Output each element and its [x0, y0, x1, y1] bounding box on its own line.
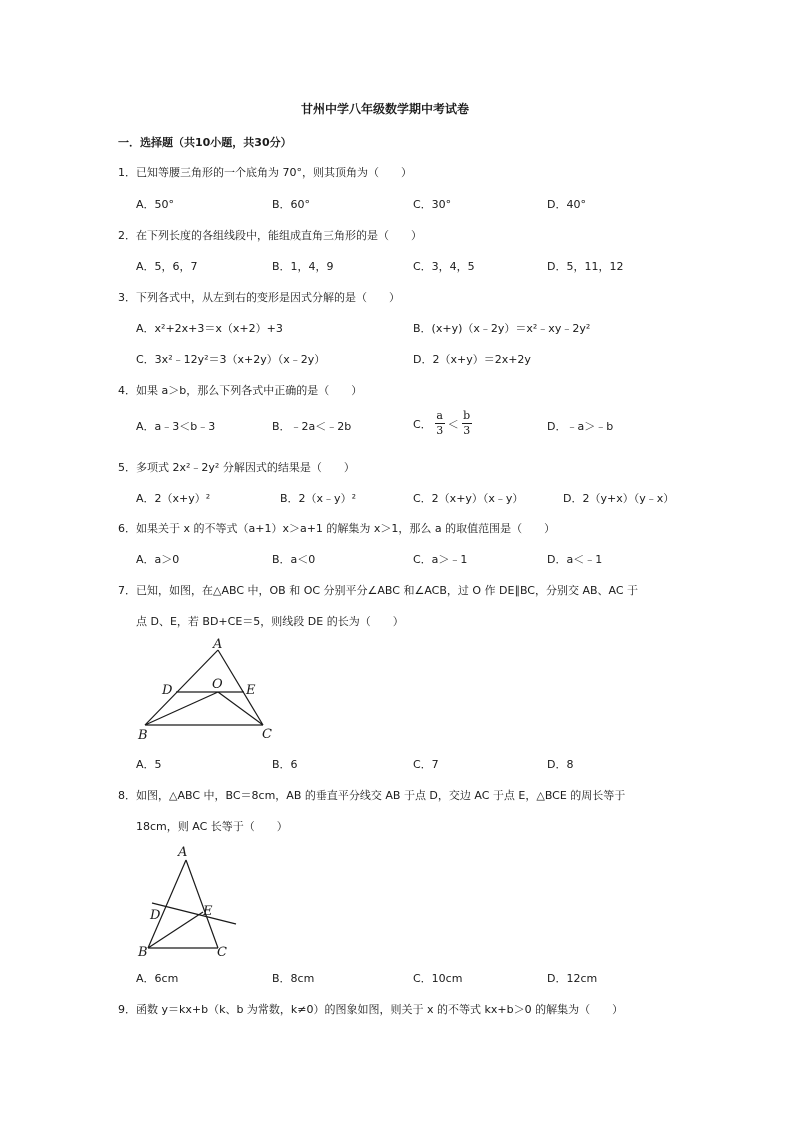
question-8-stem-line-1: 8．如图，△ABC 中，BC＝8cm，AB 的垂直平分线交 AB 于点 D，交边 AC 于点 E，△BCE 的周长等于: [118, 789, 626, 802]
question-3-option-d: D．2（x+y）＝2x+2y: [413, 353, 531, 366]
point-label-a: A: [178, 845, 188, 860]
question-3-option-a: A．x²+2x+3＝x（x+2）+3: [136, 322, 283, 335]
question-4-stem: 4．如果 a＞b，那么下列各式中正确的是（ ）: [118, 384, 363, 397]
question-3-option-c: C．3x²﹣12y²＝3（x+2y）（x﹣2y）: [136, 353, 326, 366]
point-label-a: A: [213, 637, 223, 652]
point-label-c: C: [217, 945, 227, 960]
fraction-b-over-3: b 3: [463, 409, 471, 437]
question-6-option-b: B．a＜0: [272, 553, 316, 566]
point-label-e: E: [246, 683, 256, 698]
point-label-b: B: [138, 945, 148, 960]
question-8-option-d: D．12cm: [547, 972, 598, 985]
question-8-option-c: C．10cm: [413, 972, 463, 985]
question-7-option-c: C．7: [413, 758, 439, 771]
question-2-stem: 2．在下列长度的各组线段中，能组成直角三角形的是（ ）: [118, 229, 422, 242]
question-7-option-a: A．5: [136, 758, 162, 771]
question-6-stem: 6．如果关于 x 的不等式（a+1）x＞a+1 的解集为 x＞1，那么 a 的取值范围是（ ）: [118, 522, 556, 535]
point-label-d: D: [150, 908, 161, 923]
question-2-option-c: C．3，4，5: [413, 260, 475, 273]
question-1-option-c: C．30°: [413, 198, 452, 211]
question-7-option-b: B．6: [272, 758, 298, 771]
question-4-option-c: [413, 410, 472, 437]
question-5-stem: 5．多项式 2x²﹣2y² 分解因式的结果是（ ）: [118, 461, 355, 474]
question-4-option-b: B．﹣2a＜﹣2b: [272, 420, 352, 433]
question-6-option-a: A．a＞0: [136, 553, 180, 566]
question-2-option-b: B．1，4，9: [272, 260, 334, 273]
question-4-option-a: A．a﹣3＜b﹣3: [136, 420, 216, 433]
point-label-e: E: [203, 904, 213, 919]
option-c-letter: C．: [413, 417, 432, 431]
question-7-figure: [130, 636, 280, 744]
question-8-option-b: B．8cm: [272, 972, 315, 985]
question-5-option-b: B．2（x﹣y）²: [280, 492, 356, 505]
question-8-figure: [130, 840, 250, 964]
fraction-a-over-3: a 3: [436, 409, 444, 437]
question-8-stem-line-2: 18cm，则 AC 长等于（ ）: [136, 820, 288, 833]
question-6-option-d: D．a＜﹣1: [547, 553, 603, 566]
question-3-option-b: B．(x+y)（x﹣2y）＝x²﹣xy﹣2y²: [413, 322, 591, 335]
question-1-stem: 1．已知等腰三角形的一个底角为 70°，则其顶角为（ ）: [118, 166, 412, 179]
point-label-b: B: [138, 728, 148, 743]
question-9-stem: 9．函数 y＝kx+b（k、b 为常数，k≠0）的图象如图，则关于 x 的不等式 kx+b＞0 的解集为（ ）: [118, 1003, 624, 1016]
question-5-option-d: D．2（y+x）（y﹣x）: [563, 492, 675, 505]
question-7-option-d: D．8: [547, 758, 574, 771]
less-than-sign: ＜: [447, 417, 459, 431]
question-5-option-a: A．2（x+y）²: [136, 492, 211, 505]
question-2-option-d: D．5，11，12: [547, 260, 624, 273]
question-2-option-a: A．5，6，7: [136, 260, 198, 273]
point-label-o: O: [212, 677, 223, 692]
question-1-option-d: D．40°: [547, 198, 586, 211]
question-3-stem: 3．下列各式中，从左到右的变形是因式分解的是（ ）: [118, 291, 400, 304]
question-7-stem-line-2: 点 D、E，若 BD+CE＝5，则线段 DE 的长为（ ）: [136, 615, 404, 628]
question-4-option-d: D．﹣a＞﹣b: [547, 420, 614, 433]
question-1-option-b: B．60°: [272, 198, 311, 211]
page-title: 甘州中学八年级数学期中考试卷: [301, 102, 470, 116]
question-5-option-c: C．2（x+y）（x﹣y）: [413, 492, 524, 505]
question-7-stem-line-1: 7．已知，如图，在△ABC 中，OB 和 OC 分别平分∠ABC 和∠ACB，过 O 作 DE∥BC，分别交 AB、AC 于: [118, 584, 639, 597]
question-1-option-a: A．50°: [136, 198, 175, 211]
point-label-c: C: [262, 727, 272, 742]
question-8-option-a: A．6cm: [136, 972, 179, 985]
section-heading: 一．选择题（共10小题，共30分）: [118, 136, 292, 149]
question-6-option-c: C．a＞﹣1: [413, 553, 468, 566]
point-label-d: D: [162, 683, 173, 698]
